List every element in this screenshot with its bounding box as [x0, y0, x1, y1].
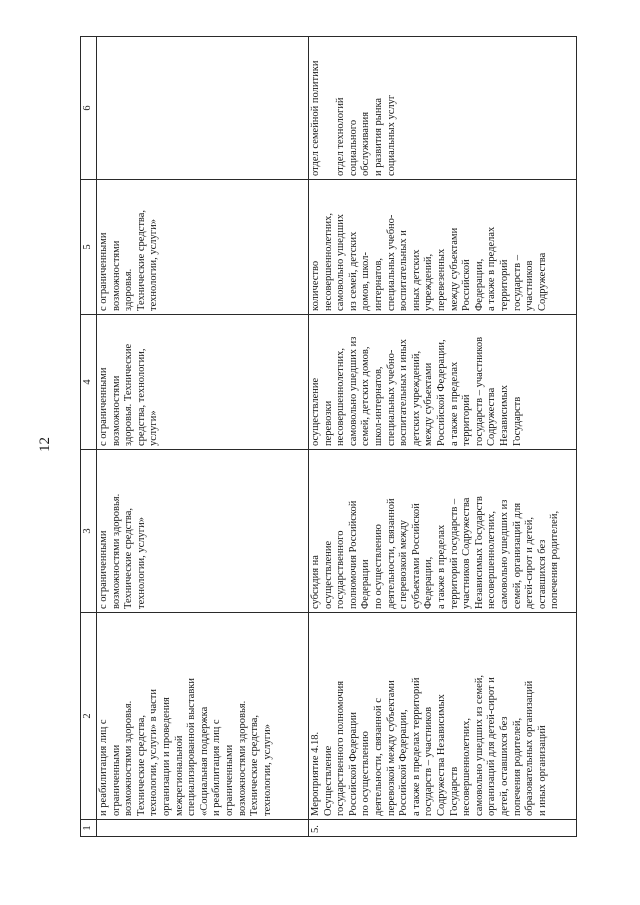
- column-header: 6: [81, 37, 97, 180]
- indicator-cell: количество несовершеннолетних, самовольно ушедших из семей, детских домов, школ- интернатов, специальных учебно- воспитательных и иных детских учреждений, перевезенных между субъектами Российской Федерации, а также в пределах территорий государств – участников Содружества: [309, 180, 577, 315]
- column-header: 3: [81, 450, 97, 613]
- funding-cell: с ограниченными возможностями здоровья. Технические средства, технологии, услуги»: [97, 450, 309, 613]
- table-header-row: [81, 37, 97, 837]
- event-name-cell: Мероприятие 4.18. Осуществление государственного полномочия Российской Федерации по осуществлению деятельности, связанной с перевозкой между субъектами Российской Федерации, а также в пределах территорий государств – участников Содружества Независимых Государств несовершеннолетних, самовольно ушедших из семей, организаций для детей-сирот и детей, оставшихся без попечения родителей, образовательных организаций и иных организаций: [309, 613, 577, 820]
- funding-cell: субсидия на осуществление государственного полномочия Российской Федерации по осуществлению деятельности, связанной с перевозкой между субъектами Российской Федерации, а также в пределах территорий государств – участников Содружества Независимых Государств несовершеннолетних, самовольно ушедших из семей, организаций для детей-сирот и детей, оставшихся без попечения родителей,: [309, 450, 577, 613]
- indicator-cell: с ограниченными возможностями здоровья. Технические средства, технологии, услуги»: [97, 180, 309, 315]
- column-header: 1: [81, 820, 97, 837]
- event-name-cell: и реабилитация лиц с ограниченными возможностями здоровья. Технические средства, технологии, услуги» в части организации и проведения межрегиональной специализированной выставки «Социальная поддержка и реабилитация лиц с ограниченными возможностями здоровья. Технические средства, технологии, услуги»: [97, 613, 309, 820]
- row-number-cell: [97, 820, 309, 837]
- responsible-cell: [97, 37, 309, 180]
- activity-cell: с ограниченными возможностями здоровья. Технические средства, технологии, услуги»: [97, 315, 309, 450]
- activity-cell: осуществление перевозки несовершеннолетних, самовольно ушедших из семей, детских домов, школ-интернатов, специальных учебно- воспитательных и иных детских учреждений, между субъектами Российской Федерации, а также в пределах территорий государств – участников Содружества Независимых Государств: [309, 315, 577, 450]
- table-row: [309, 37, 577, 837]
- page-number: 12: [37, 437, 53, 452]
- responsible-cell: отдел семейной политики отдел технологий социального обслуживания и развития рынка социальных услуг: [309, 37, 577, 180]
- column-header: 2: [81, 613, 97, 820]
- column-header: 4: [81, 315, 97, 450]
- row-number-cell: 5.: [309, 820, 577, 837]
- table-row: [97, 37, 309, 837]
- column-header: 5: [81, 180, 97, 315]
- document-table: [80, 37, 640, 833]
